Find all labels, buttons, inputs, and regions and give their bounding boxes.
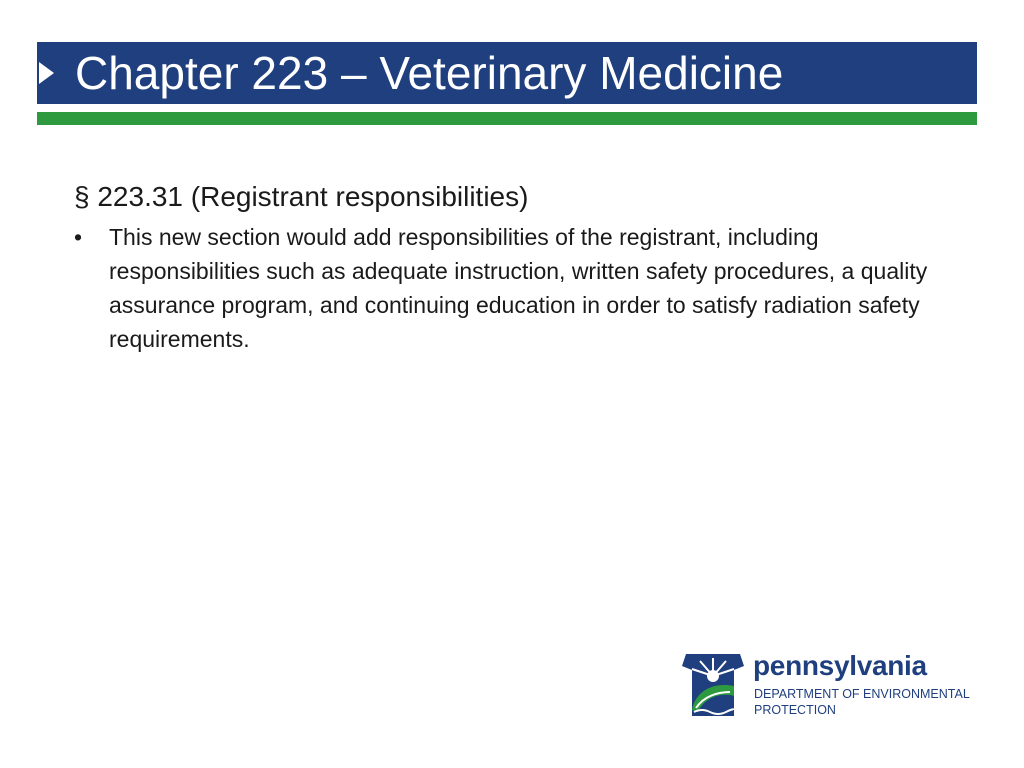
pa-dep-logo [680, 652, 980, 720]
bullet-icon: • [74, 224, 83, 250]
title-bar [37, 42, 977, 104]
logo-department [754, 686, 970, 718]
logo-name: pennsylvania [753, 650, 927, 681]
bullet-list [74, 220, 964, 356]
slide-title: Chapter 223 – Veterinary Medicine [75, 47, 784, 99]
list-item [74, 220, 964, 356]
bullet-text: This new section would add responsibilities of the registrant, including responsibilities such as adequate instruction, written safety procedures, a quality assurance program, and continuing education in order to satisfy radiation safety requirements. [109, 224, 928, 352]
accent-divider [37, 112, 977, 125]
play-arrow-icon [39, 62, 54, 84]
logo-department-line2: PROTECTION [754, 703, 836, 717]
logo-department-line1: DEPARTMENT OF ENVIRONMENTAL [754, 687, 970, 701]
keystone-logo-icon [680, 652, 746, 718]
slide-content [74, 178, 964, 356]
section-heading: § 223.31 (Registrant responsibilities) [74, 181, 529, 212]
